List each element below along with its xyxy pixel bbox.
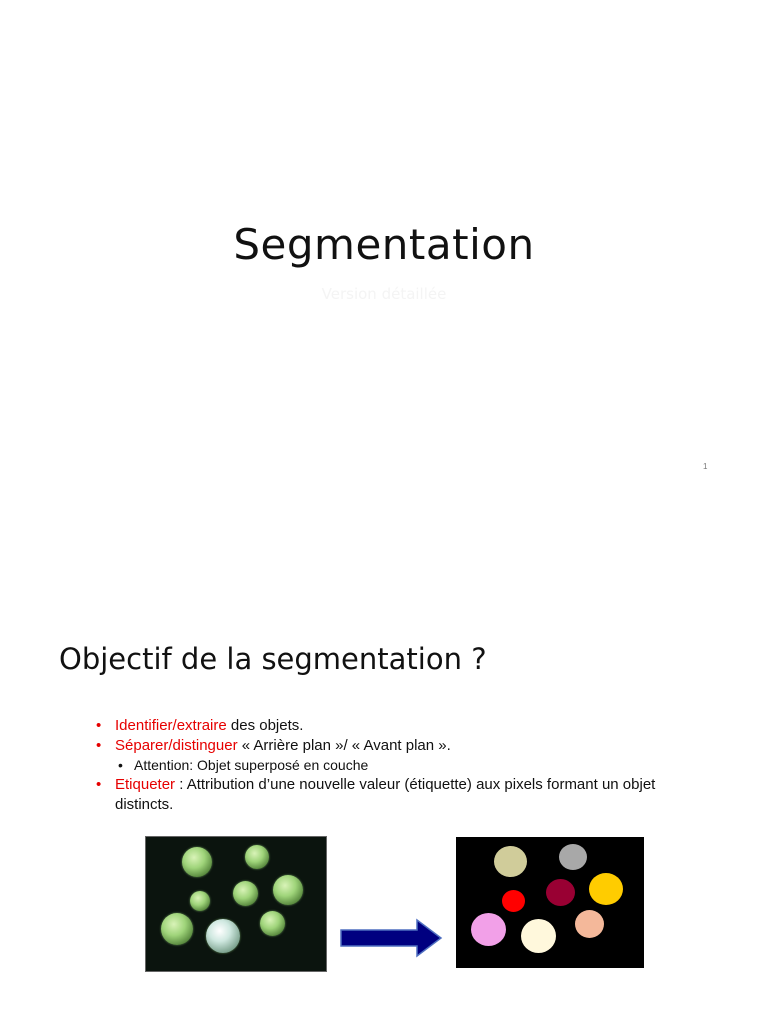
bullet-text: Attention: Objet superposé en couche xyxy=(134,757,369,773)
coin xyxy=(245,845,269,869)
coin xyxy=(206,919,240,953)
bullet-item xyxy=(96,775,716,815)
bullet-item xyxy=(96,716,716,736)
labeled-segments-image xyxy=(456,837,644,968)
page-number: 1 xyxy=(703,462,708,471)
bullet-highlight: Identifier/extraire xyxy=(115,717,227,734)
slide-subtitle: Version détaillée xyxy=(321,285,447,303)
coins-photo xyxy=(145,836,327,972)
slide-title: Objectif de la segmentation ? xyxy=(59,642,487,676)
bullet-icon: • xyxy=(96,717,102,734)
bullet-item xyxy=(96,736,716,756)
bullet-list xyxy=(96,716,716,815)
label-region xyxy=(589,873,623,905)
bullet-text: « Arrière plan »/ « Avant plan ». xyxy=(237,737,451,754)
label-region xyxy=(502,890,525,912)
bullet-highlight: Etiqueter xyxy=(115,776,176,793)
bullet-highlight: Séparer/distinguer xyxy=(115,737,238,754)
sub-bullet-item xyxy=(96,756,716,775)
label-region xyxy=(559,844,587,870)
coin xyxy=(233,881,258,906)
label-region xyxy=(546,879,575,906)
label-region xyxy=(494,846,527,877)
label-region xyxy=(471,913,506,946)
coin xyxy=(273,875,303,905)
bullet-icon: • xyxy=(118,757,123,773)
coin xyxy=(182,847,212,877)
slide-title: Segmentation xyxy=(233,220,535,269)
bullet-icon: • xyxy=(96,776,102,793)
coin xyxy=(190,891,210,911)
right-arrow-icon xyxy=(339,918,443,958)
coin xyxy=(260,911,285,936)
label-region xyxy=(521,919,556,953)
label-region xyxy=(575,910,604,938)
bullet-text: des objets. xyxy=(226,717,304,734)
slide-2 xyxy=(0,512,768,1024)
coin xyxy=(161,913,193,945)
bullet-text: : Attribution d’une nouvelle valeur (étiquette) aux pixels formant un objet distincts. xyxy=(115,776,656,813)
bullet-icon: • xyxy=(96,737,102,754)
